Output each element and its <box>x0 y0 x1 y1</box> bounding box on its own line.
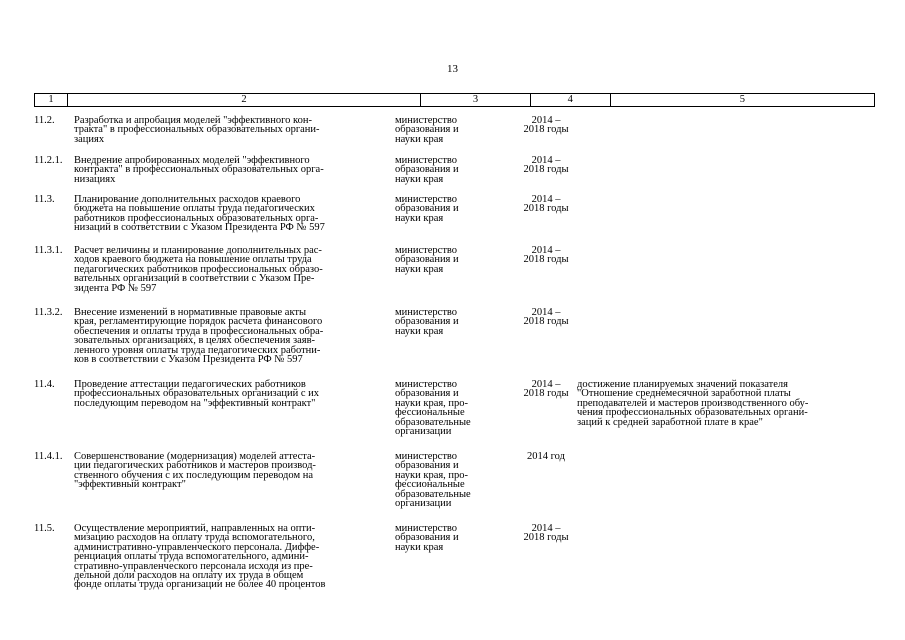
item-number: 11.2.1. <box>34 155 63 166</box>
header-col-2: 2 <box>68 94 421 106</box>
task-text: Внедрение апробированных моделей "эффективного контракта" в профессиональных образовательных орга- низациях <box>74 155 324 185</box>
period-text: 2014 – 2018 годы <box>523 245 569 266</box>
period-text: 2014 – 2018 годы <box>523 115 569 136</box>
task-text: Разработка и апробация моделей "эффективного кон- тракта" в профессиональных образовательных органи- зациях <box>74 115 320 145</box>
executor-text: министерство образования и науки края <box>395 523 459 553</box>
period-text: 2014 – 2018 годы <box>523 379 569 400</box>
executor-text: министерство образования и науки края <box>395 115 459 145</box>
header-col-3: 3 <box>421 94 531 106</box>
executor-text: министерство образования и науки края, про- фессиональные образовательные организации <box>395 379 471 438</box>
item-number: 11.3. <box>34 194 55 205</box>
table-header-row <box>34 93 875 107</box>
task-text: Проведение аттестации педагогических работников профессиональных образовательных организаций с их последующим переводом на "эффективный контракт" <box>74 379 320 409</box>
executor-text: министерство образования и науки края <box>395 194 459 224</box>
task-text: Внесение изменений в нормативные правовые акты края, регламентирующие порядок расчета финансового обеспечения и оплаты труда в профессиональных обра- зовательных организациях, в целях обеспечения заяв- ленного уровня оплаты труда педагогических работни- ков в соответствии с Указом Президента РФ № 597 <box>74 307 324 366</box>
item-number: 11.3.2. <box>34 307 63 318</box>
item-number: 11.5. <box>34 523 55 534</box>
header-col-4: 4 <box>531 94 611 106</box>
task-text: Совершенствование (модернизация) моделей аттеста- ции педагогических работников и мастеров производ- ственного обучения с их последующим переводом на "эффективный контракт" <box>74 451 316 491</box>
executor-text: министерство образования и науки края <box>395 155 459 185</box>
executor-text: министерство образования и науки края <box>395 245 459 275</box>
task-text: Расчет величины и планирование дополнительных рас- ходов краевого бюджета на повышение оплаты труда педагогических работников профессиональных образо- вательных организаций в соответствии с Указом Пре- зидента РФ № 597 <box>74 245 323 294</box>
page-number: 13 <box>447 63 458 75</box>
item-number: 11.2. <box>34 115 55 126</box>
item-number: 11.4. <box>34 379 55 390</box>
period-text: 2014 год <box>527 451 565 462</box>
task-text: Планирование дополнительных расходов краевого бюджета на повышение оплаты труда педагогических работников профессиональных образовательных орга- низаций в соответствии с Указом Президента РФ № 597 <box>74 194 325 234</box>
executor-text: министерство образования и науки края <box>395 307 459 337</box>
task-text: Осуществление мероприятий, направленных на опти- мизацию расходов на оплату труда вспомогательного, административно-управленческого персонала. Диффе- ренциация оплаты труда вспомогательного, админи- стративно-управленческого персонала исходя из пре- дельной доли расходов на оплату их труда в общем фонде оплаты труда организации не более 40 процентов <box>74 523 326 591</box>
period-text: 2014 – 2018 годы <box>523 523 569 544</box>
result-text: достижение планируемых значений показателя "Отношение среднемесячной заработной платы преподавателей и мастеров производственного обу- чения профессиональных образовательных органи- заций к средней заработной плате в крае" <box>577 379 809 428</box>
header-col-1: 1 <box>35 94 68 106</box>
item-number: 11.4.1. <box>34 451 63 462</box>
item-number: 11.3.1. <box>34 245 63 256</box>
period-text: 2014 – 2018 годы <box>523 155 569 176</box>
executor-text: министерство образования и науки края, про- фессиональные образовательные организации <box>395 451 471 510</box>
header-col-5: 5 <box>739 94 745 105</box>
period-text: 2014 – 2018 годы <box>523 194 569 215</box>
period-text: 2014 – 2018 годы <box>523 307 569 328</box>
